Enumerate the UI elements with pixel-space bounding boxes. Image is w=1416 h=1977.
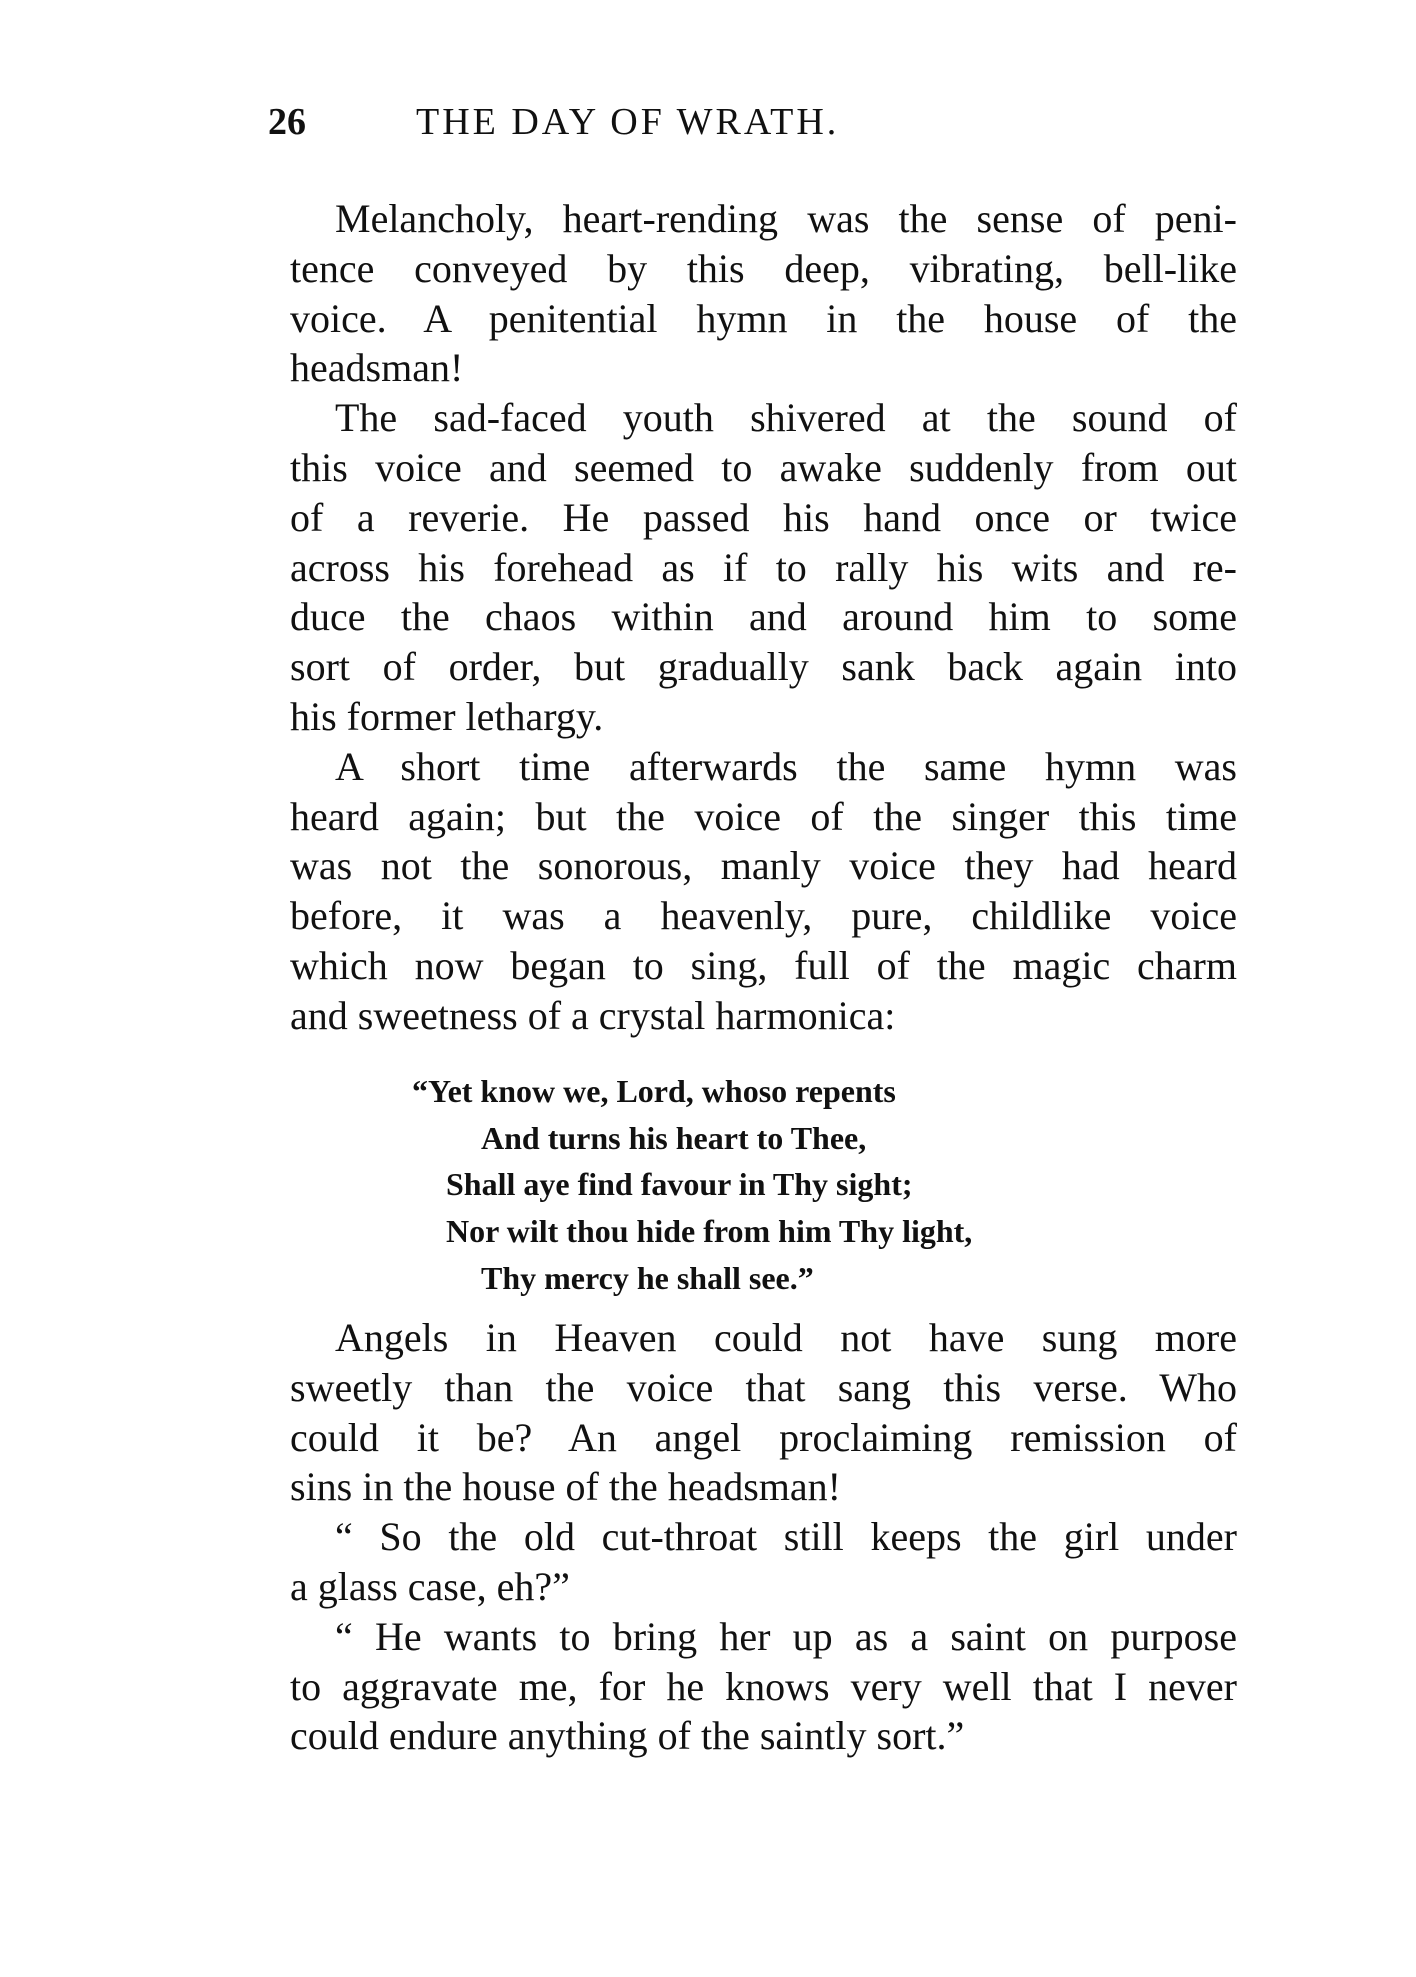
- text-line: could it be? An angel proclaiming remission of: [290, 1414, 1237, 1460]
- text-line: Angels in Heaven could not have sung more: [335, 1315, 1237, 1360]
- body-text-after-verse: [290, 1313, 1237, 1761]
- text-line: before, it was a heavenly, pure, childlike voice: [290, 893, 1237, 939]
- text-line: sins in the house of the headsman!: [290, 1464, 841, 1510]
- text-line: across his forehead as if to rally his wits and re-: [290, 544, 1237, 590]
- text-line: could endure anything of the saintly sort.”: [290, 1713, 965, 1759]
- text-line: voice. A penitential hymn in the house of the: [290, 295, 1237, 341]
- text-line: “ He wants to bring her up as a saint on purpose: [335, 1613, 1237, 1659]
- body-text-before-verse: [290, 194, 1237, 1041]
- verse-line: And turns his heart to Thee,: [481, 1119, 867, 1156]
- text-line: sort of order, but gradually sank back again into: [290, 644, 1237, 690]
- text-line: of a reverie. He passed his hand once or twice: [290, 494, 1237, 540]
- text-line: sweetly than the voice that sang this verse. Who: [290, 1364, 1237, 1410]
- text-line: “ So the old cut-throat still keeps the girl under: [335, 1514, 1237, 1560]
- verse-line: “Yet know we, Lord, whoso repents: [412, 1073, 896, 1109]
- text-line: The sad-faced youth shivered at the sound of: [335, 395, 1237, 441]
- verse-line: Thy mercy he shall see.”: [481, 1259, 814, 1296]
- text-line: Melancholy, heart-rending was the sense of peni-: [335, 196, 1237, 241]
- text-line: headsman!: [290, 345, 464, 391]
- verse-line: Nor wilt thou hide from him Thy light,: [446, 1213, 973, 1250]
- text-line: a glass case, eh?”: [290, 1563, 570, 1609]
- text-line: which now began to sing, full of the magic charm: [290, 942, 1237, 988]
- page-number: 26: [268, 101, 306, 143]
- text-line: to aggravate me, for he knows very well that I never: [290, 1663, 1237, 1709]
- text-line: his former lethargy.: [290, 693, 604, 739]
- text-line: this voice and seemed to awake suddenly from out: [290, 444, 1237, 490]
- text-line: A short time afterwards the same hymn was: [335, 743, 1237, 789]
- text-line: and sweetness of a crystal harmonica:: [290, 992, 896, 1038]
- running-title: THE DAY OF WRATH.: [416, 101, 840, 143]
- text-line: duce the chaos within and around him to some: [290, 594, 1237, 640]
- text-line: heard again; but the voice of the singer this time: [290, 793, 1237, 839]
- verse-line: Shall aye find favour in Thy sight;: [446, 1166, 913, 1203]
- text-line: was not the sonorous, manly voice they had heard: [290, 843, 1237, 889]
- hymn-verse: [412, 1068, 972, 1301]
- text-line: tence conveyed by this deep, vibrating, bell-like: [290, 245, 1237, 291]
